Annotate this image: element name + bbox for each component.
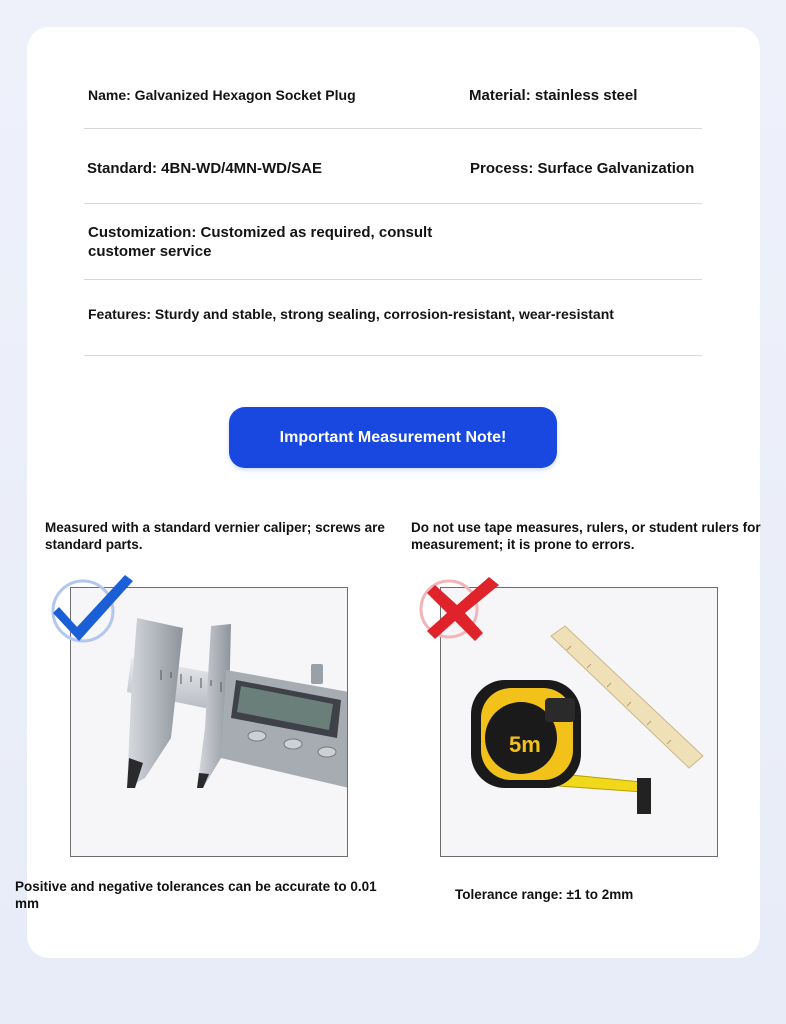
correct-method-caption: Measured with a standard vernier caliper; screws are standard parts. bbox=[45, 520, 385, 552]
spec-row-3 bbox=[84, 203, 702, 280]
incorrect-tolerance: Tolerance range: ±1 to 2mm bbox=[455, 887, 634, 902]
cross-mark-icon bbox=[409, 567, 505, 647]
tape-size-label: 5m bbox=[509, 732, 541, 757]
spec-row-4 bbox=[84, 279, 702, 356]
correct-tolerance: Positive and negative tolerances can be accurate to 0.01 mm bbox=[15, 879, 377, 911]
spec-material: Material: stainless steel bbox=[469, 87, 638, 104]
spec-row-2 bbox=[84, 128, 702, 204]
incorrect-method-caption: Do not use tape measures, rulers, or student rulers for measurement; it is prone to errors. bbox=[411, 520, 761, 552]
measurement-note-button[interactable]: Important Measurement Note! bbox=[229, 407, 557, 468]
check-mark-icon bbox=[45, 567, 141, 647]
spec-standard: Standard: 4BN-WD/4MN-WD/SAE bbox=[87, 160, 322, 177]
spec-card bbox=[15, 27, 761, 958]
spec-process: Process: Surface Galvanization bbox=[470, 160, 695, 177]
spec-name: Name: Galvanized Hexagon Socket Plug bbox=[88, 87, 356, 103]
spec-row-1 bbox=[84, 27, 702, 129]
spec-features: Features: Sturdy and stable, strong sealing, corrosion-resistant, wear-resistant bbox=[88, 306, 614, 322]
spec-customization: Customization: Customized as required, consult customer service bbox=[88, 224, 433, 260]
